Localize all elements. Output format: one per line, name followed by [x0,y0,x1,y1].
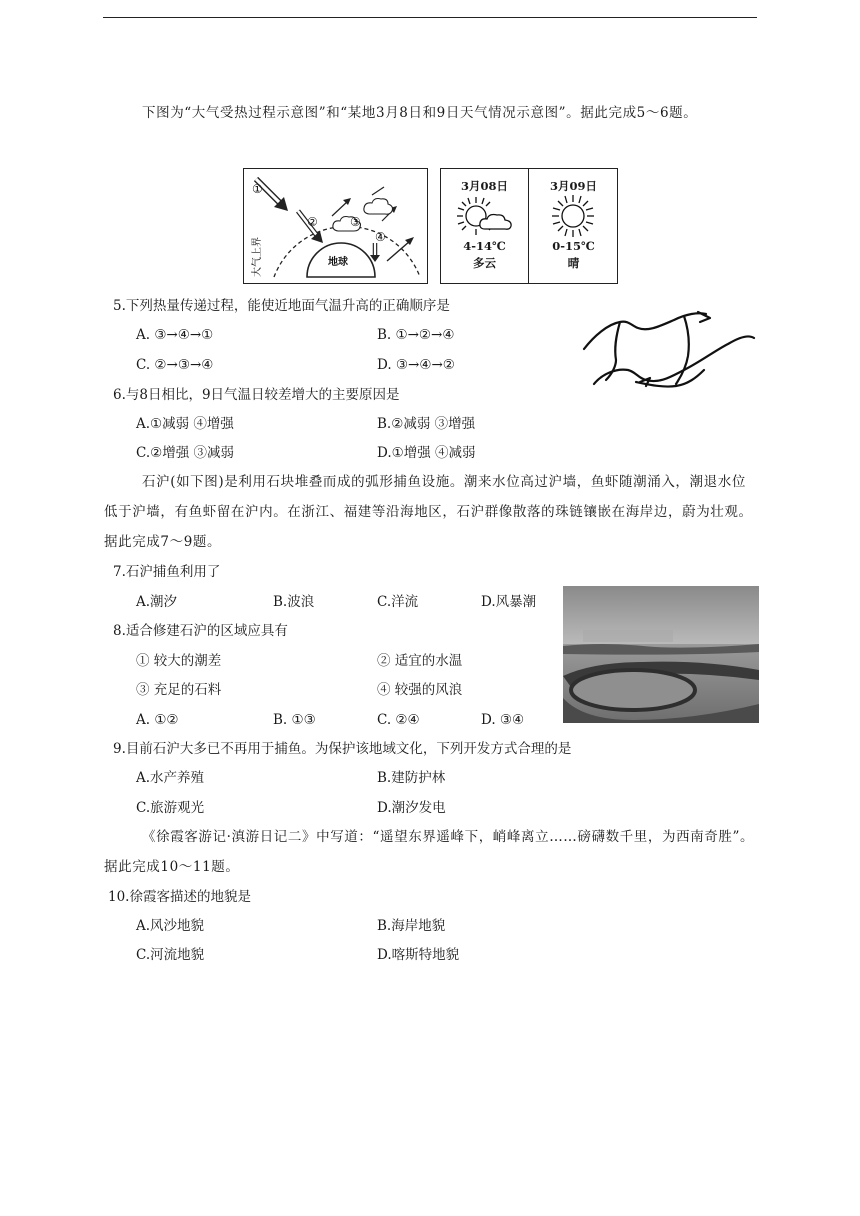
q6-option-c: C.②增强 ③减弱 [136,445,235,461]
question-7-stem: 7.石沪捕鱼利用了 [113,564,221,580]
atmosphere-top-label: 大气上界 [252,237,263,277]
q8-option-c: C. ②④ [377,712,420,728]
question-9-stem: 9.目前石沪大多已不再用于捕鱼。为保护该地域文化，下列开发方式合理的是 [113,741,572,757]
q9-option-b: B.建防护林 [377,770,446,786]
earth-label: 地球 [328,257,348,268]
q8-item-3: ③ 充足的石料 [136,682,222,698]
intro-paragraph-2: 石沪(如下图)是利用石块堆叠而成的弧形捕鱼设施。潮来水位高过沪墙，鱼虾随潮涌入，潮退水位低于沪墙，有鱼虾留在沪内。在浙江、福建等沿海地区，石沪群像散落的珠链镶嵌在海岸边，蔚为壮观。据此完成7～9题。 [104,474,753,550]
q7-option-b: B.波浪 [273,594,315,610]
question-6-stem: 6.与8日相比，9日气温日较差增大的主要原因是 [113,387,400,403]
q5-option-c: C. ②→③→④ [136,357,214,373]
q10-option-b: B.海岸地貌 [377,918,446,934]
label-3: ③ [350,215,361,229]
q8-option-d: D. ③④ [481,712,525,728]
q6-option-a: A.①减弱 ④增强 [136,416,234,432]
weather-panel [440,168,618,284]
q8-item-1: ① 较大的潮差 [136,653,222,669]
label-4: ④ [375,230,386,244]
q7-option-a: A.潮汐 [136,594,178,610]
atmosphere-diagram-svg [244,169,427,283]
day1-date: 3月08日 [460,179,508,193]
q8-item-2: ② 适宜的水温 [377,653,463,669]
day2-date: 3月09日 [549,179,597,193]
q9-option-a: A.水产养殖 [136,770,205,786]
stone-weir-photo-svg [563,586,759,723]
q8-option-b: B. ①③ [273,712,316,728]
q5-option-b: B. ①→②→④ [377,327,455,343]
q7-option-c: C.洋流 [377,594,419,610]
intro-paragraph-1: 下图为“大气受热过程示意图”和“某地3月8日和9日天气情况示意图”。据此完成5～6题。 [142,105,698,121]
q10-option-a: A.风沙地貌 [136,918,205,934]
weather-day-2 [530,169,617,283]
question-5-stem: 5.下列热量传递过程，能使近地面气温升高的正确顺序是 [113,298,450,314]
day1-temp: 4-14℃ [463,239,506,253]
q7-option-d: D.风暴潮 [481,594,537,610]
q9-option-d: D.潮汐发电 [377,800,446,816]
day2-condition: 晴 [567,256,580,270]
weather-day-1 [441,169,528,283]
day2-temp: 0-15℃ [552,239,595,253]
q5-option-d: D. ③→④→② [377,357,455,373]
question-8-stem: 8.适合修建石沪的区域应具有 [113,623,288,639]
sun-cloud-icon [455,195,517,237]
q6-option-d: D.①增强 ④减弱 [377,445,476,461]
q6-option-b: B.②减弱 ③增强 [377,416,476,432]
q10-option-c: C.河流地貌 [136,947,205,963]
stone-weir-photo [563,586,759,723]
day1-condition: 多云 [473,256,496,270]
q8-item-4: ④ 较强的风浪 [377,682,463,698]
q10-option-d: D.喀斯特地貌 [377,947,460,963]
header-rule [103,17,757,18]
weather-divider [528,169,529,283]
q8-option-a: A. ①② [136,712,179,728]
handwritten-scribble [576,304,760,398]
label-2: ② [307,215,318,229]
atmosphere-heating-diagram [243,168,428,284]
sun-icon [551,194,595,238]
q9-option-c: C.旅游观光 [136,800,205,816]
question-10-stem: 10.徐霞客描述的地貌是 [108,889,251,905]
intro-paragraph-3: 《徐霞客游记·滇游日记二》中写道：“遥望东界遥峰下，峭峰离立……磅礴数千里，为西南奇胜”。据此完成10～11题。 [104,829,755,875]
label-1: ① [252,182,263,196]
q5-option-a: A. ③→④→① [136,327,214,343]
